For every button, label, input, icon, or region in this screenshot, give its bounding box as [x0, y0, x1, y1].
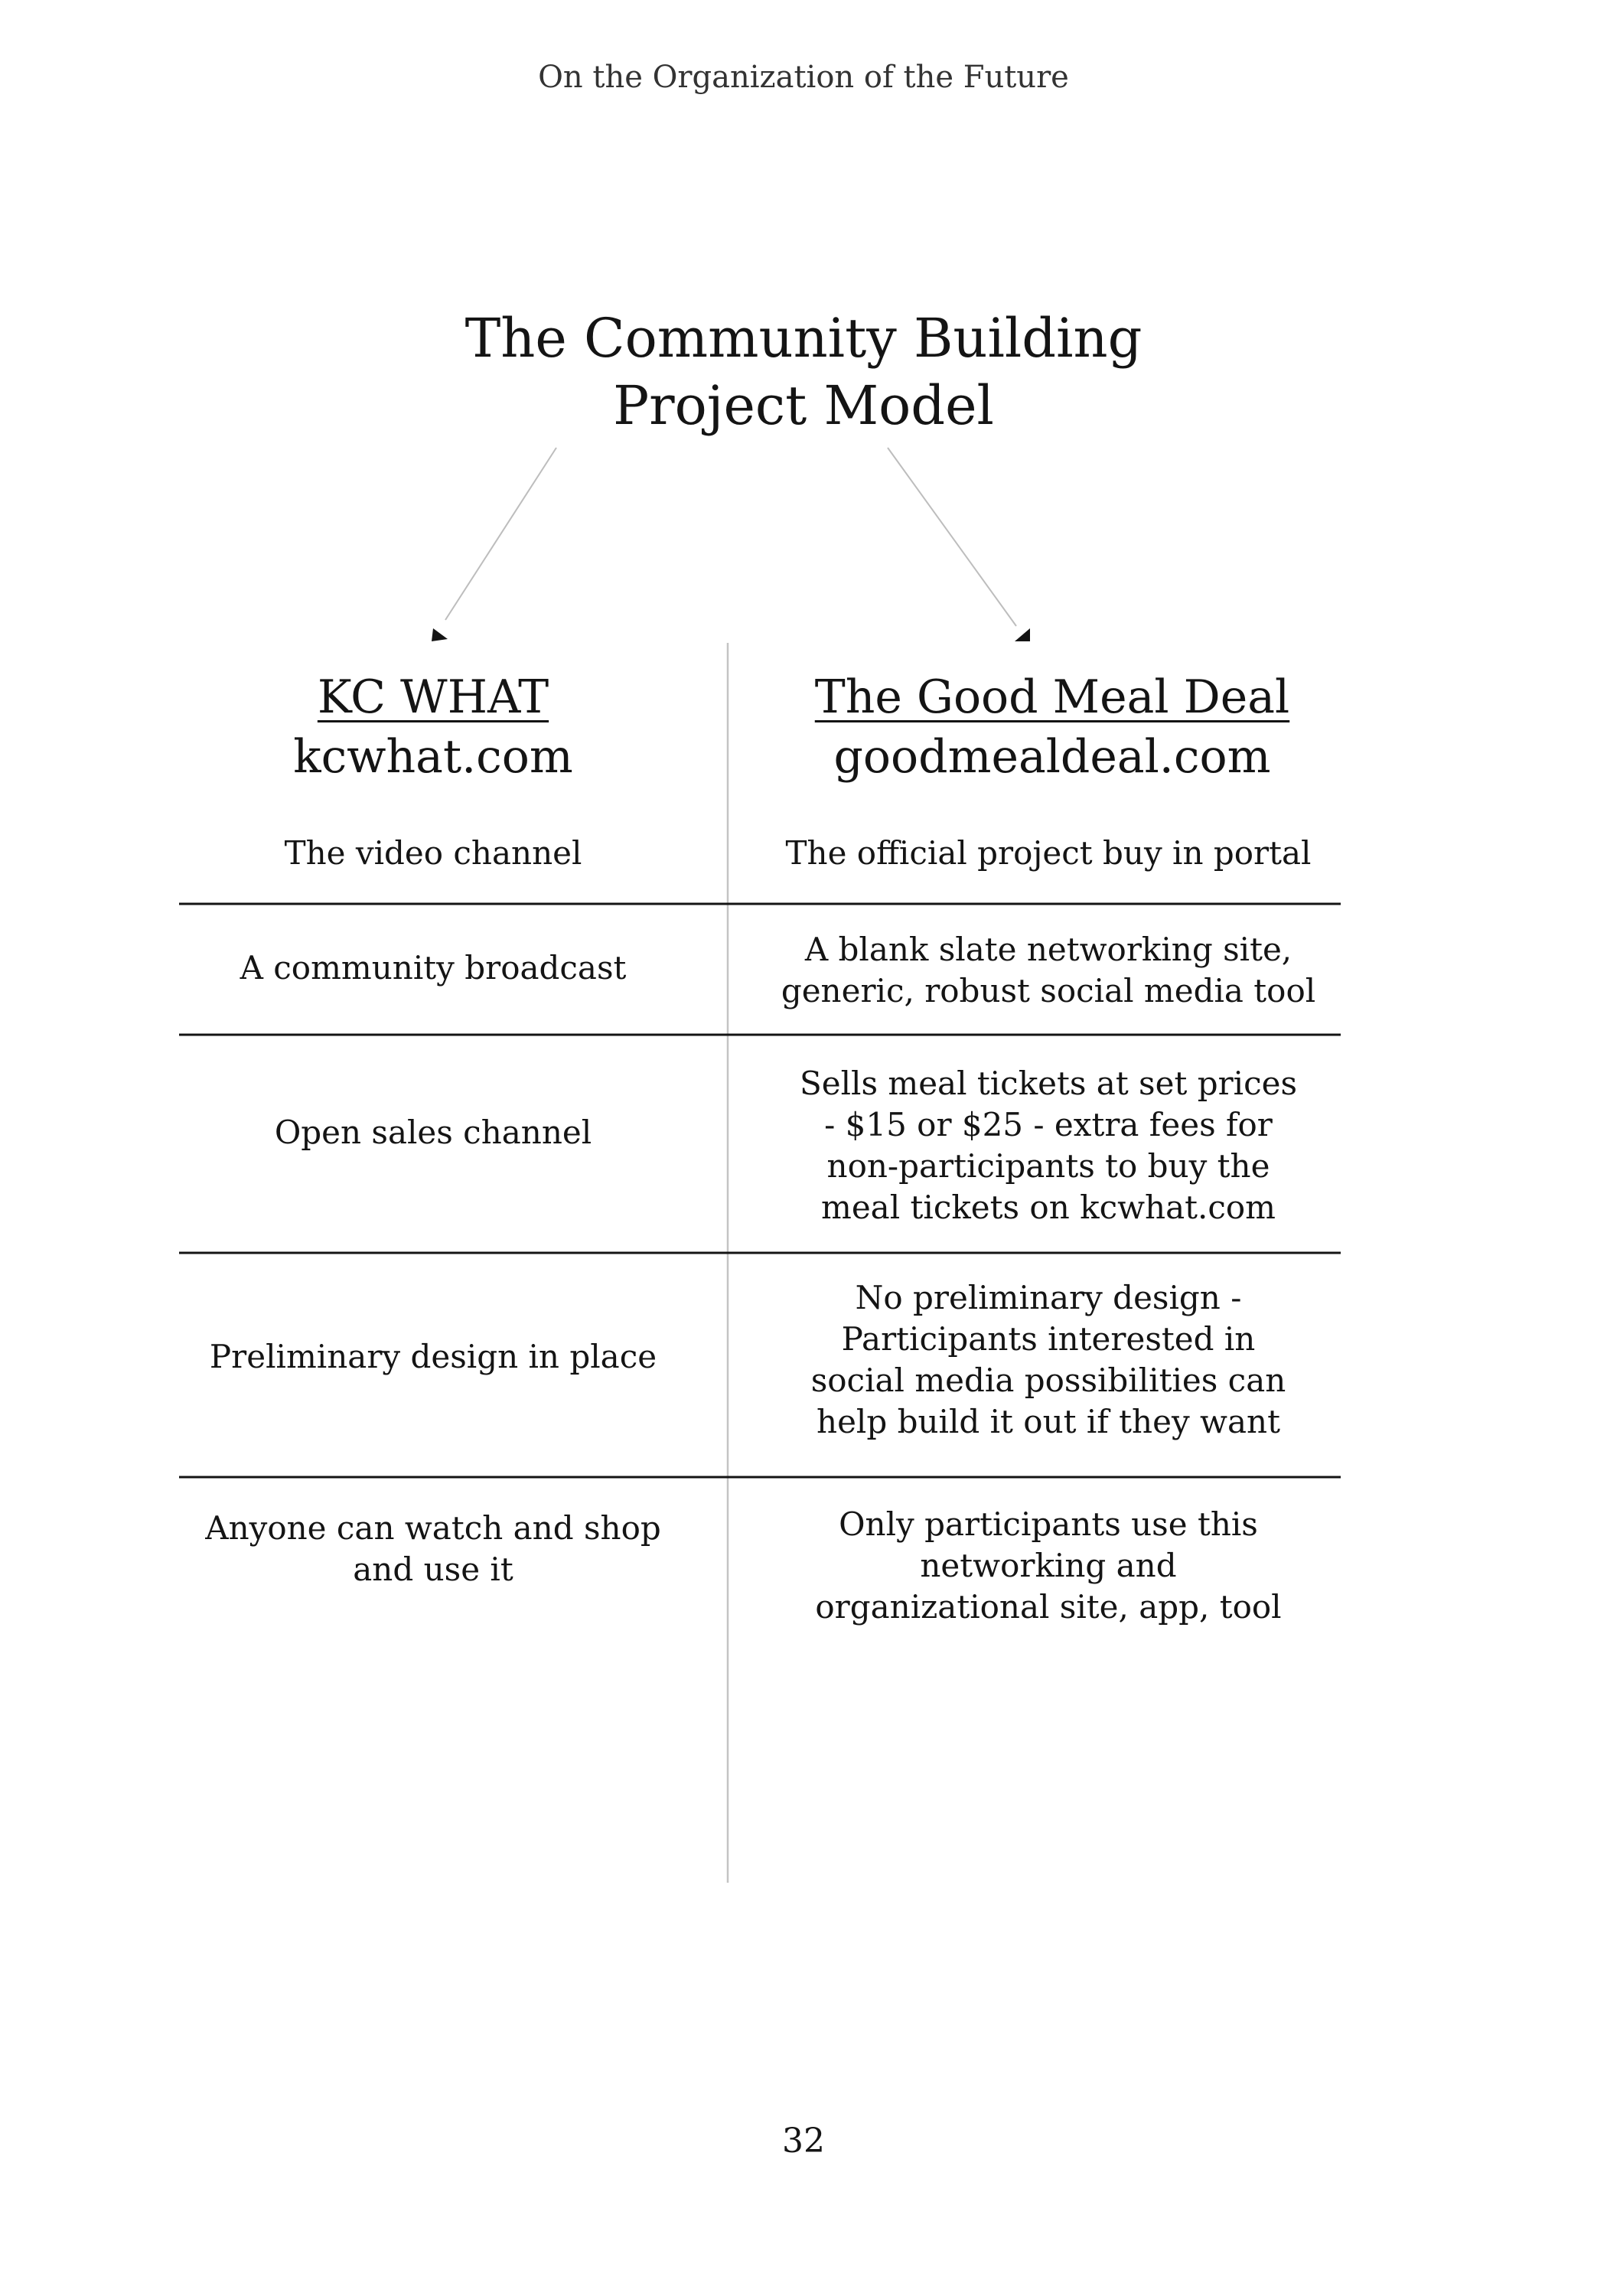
page-number: 32: [782, 2122, 825, 2161]
left-arrow-head: [432, 628, 448, 641]
running-header: On the Organization of the Future: [538, 60, 1069, 95]
right-row-3: Sells meal tickets at set prices - $15 or $25 - extra fees for non-participants to buy the meal tickets on kcwhat.com: [799, 1065, 1298, 1226]
left-row-1: The video channel: [284, 834, 582, 872]
left-column-heading: [127, 667, 739, 787]
title-line-1: The Community Building: [464, 307, 1143, 370]
left-arrow-line: [445, 448, 556, 620]
kc-what-name: KC WHAT: [317, 670, 549, 724]
left-row-5: Anyone can watch and shop and use it: [205, 1509, 661, 1588]
right-row-1: The official project buy in portal: [785, 834, 1312, 872]
good-meal-deal-url: goodmealdeal.com: [833, 730, 1271, 784]
good-meal-deal-name: The Good Meal Deal: [814, 670, 1290, 724]
right-row-2: A blank slate networking site, generic, robust social media tool: [781, 931, 1316, 1009]
title-line-2: Project Model: [613, 374, 994, 437]
kc-what-url: kcwhat.com: [293, 730, 573, 784]
left-row-4: Preliminary design in place: [209, 1338, 657, 1375]
left-row-3: Open sales channel: [274, 1114, 592, 1151]
right-row-4: No preliminary design - Participants interested in social media possibilities can help build it out if they want: [810, 1279, 1286, 1440]
right-row-5: Only participants use this networking and organizational site, app, tool: [815, 1505, 1282, 1626]
left-row-2: A community broadcast: [240, 949, 627, 987]
right-arrow-line: [888, 448, 1016, 626]
right-column-heading: [746, 667, 1358, 787]
right-arrow-head: [1015, 628, 1030, 641]
